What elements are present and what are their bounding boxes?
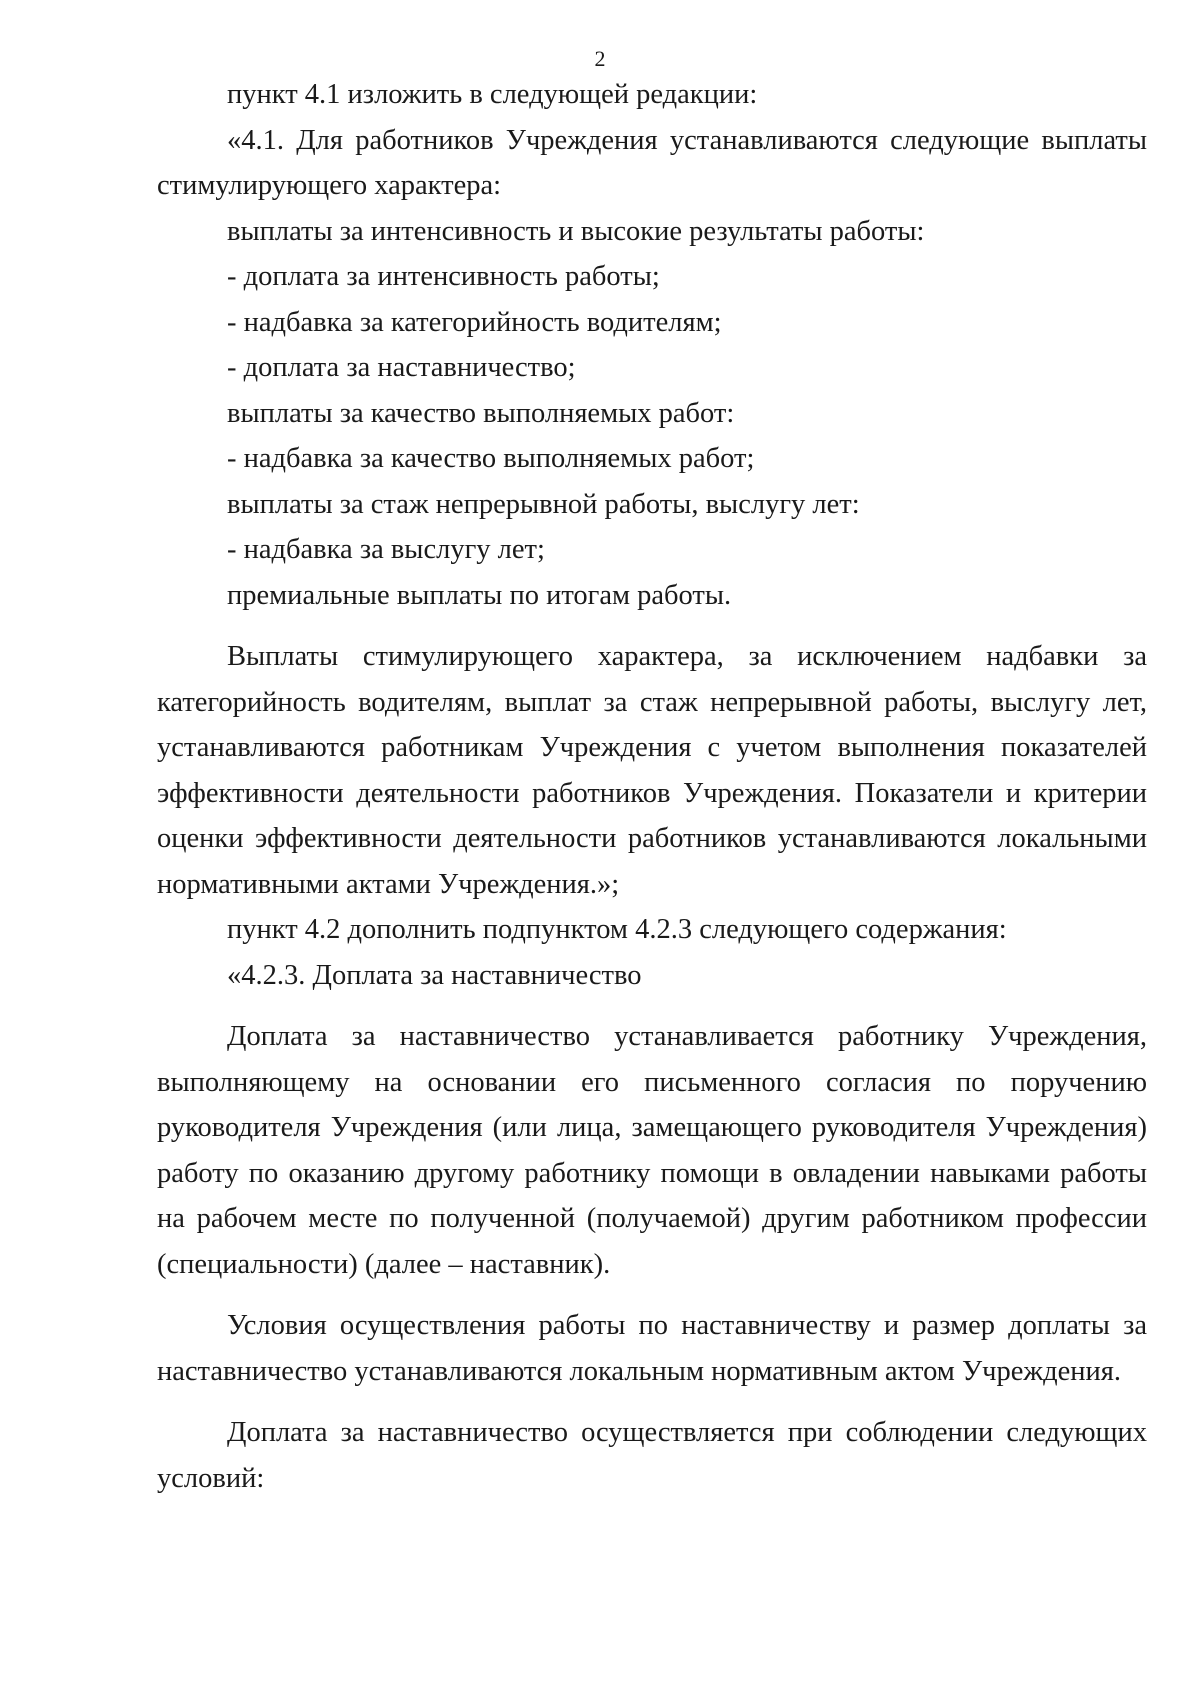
list-item-quality: - надбавка за качество выполняемых работ; — [227, 443, 755, 474]
document-body — [157, 72, 1147, 1501]
paragraph-quality-heading: выплаты за качество выполняемых работ: — [227, 397, 735, 429]
paragraph-mentor-definition: Доплата за наставничество устанавливается работнику Учреждения, выполняющему на основании его письменного согласия по поручению руководителя Учреждения (или лица, замещающего руководителя Учреждения) работу по оказанию другому работнику помощи в овладении навыками работы на рабочем месте по полученной (получаемой) другим работником профессии (специальности) (далее – наставник). — [157, 1021, 1147, 1280]
paragraph-4-2-3-title: «4.2.3. Доплата за наставничество — [227, 959, 642, 991]
paragraph-amend-4-2: пункт 4.2 дополнить подпунктом 4.2.3 следующего содержания: — [227, 914, 1007, 945]
page-number: 2 — [594, 46, 606, 71]
list-item-category-drivers: - надбавка за категорийность водителям; — [227, 306, 722, 338]
paragraph-incentive-conditions: Выплаты стимулирующего характера, за исключением надбавки за категорийность водителям, выплат за стаж непрерывной работы, выслугу лет, устанавливаются работникам Учреждения с учетом выполнения показателей эффективности деятельности работников Учреждения. Показатели и критерии оценки эффективности деятельности работников устанавливаются локальными нормативными актами Учреждения.»; — [157, 641, 1147, 900]
paragraph-bonus: премиальные выплаты по итогам работы. — [227, 579, 732, 611]
paragraph-mentor-terms: Условия осуществления работы по наставничеству и размер доплаты за наставничество устанавливаются локальным нормативным актом Учреждения. — [157, 1310, 1147, 1387]
paragraph-4-1-intro: «4.1. Для работников Учреждения устанавливаются следующие выплаты стимулирующего характера: — [157, 124, 1147, 201]
paragraph-seniority-heading: выплаты за стаж непрерывной работы, выслугу лет: — [227, 488, 860, 520]
paragraph-amend-4-1: пункт 4.1 изложить в следующей редакции: — [227, 79, 758, 110]
paragraph-intensity-heading: выплаты за интенсивность и высокие результаты работы: — [227, 215, 925, 247]
list-item-seniority: - надбавка за выслугу лет; — [227, 534, 545, 565]
list-item-mentoring: - доплата за наставничество; — [227, 352, 576, 383]
paragraph-mentor-payment-conditions: Доплата за наставничество осуществляется при соблюдении следующих условий: — [157, 1417, 1147, 1494]
list-item-intensity: - доплата за интенсивность работы; — [227, 261, 660, 292]
